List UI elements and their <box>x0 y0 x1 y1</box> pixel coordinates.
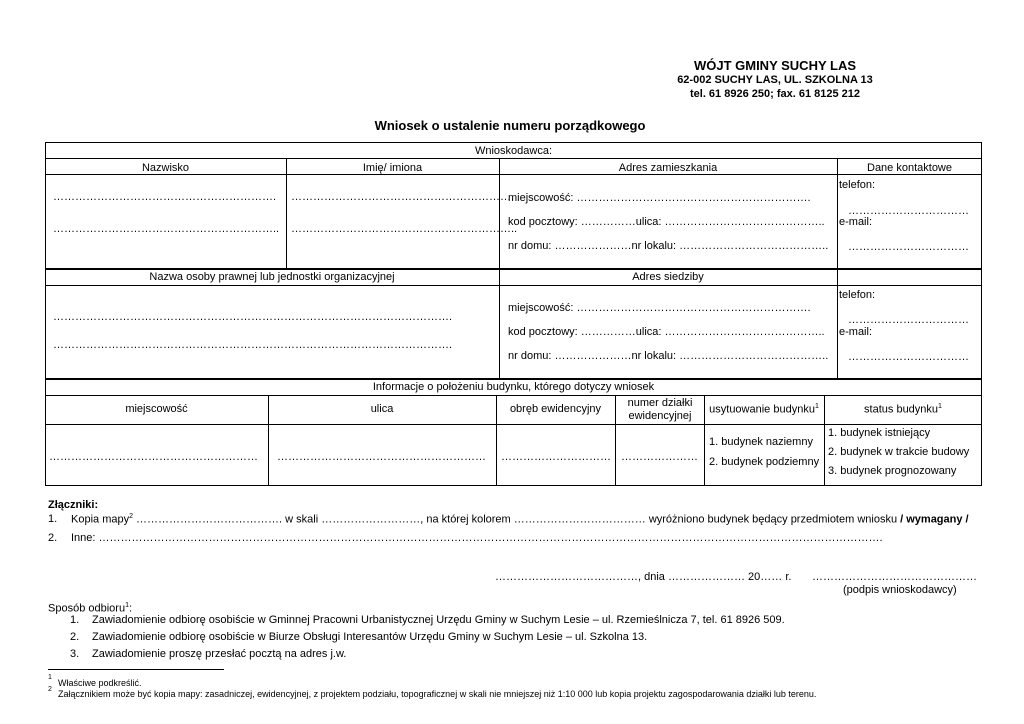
entity-email-label: e-mail: <box>839 326 873 338</box>
authority-phone: tel. 61 8926 250; fax. 61 8125 212 <box>689 88 861 100</box>
location-option-2[interactable]: 2. budynek podziemny <box>709 456 820 468</box>
page-title: Wniosek o ustalenie numeru porządkowego <box>374 118 646 133</box>
col-entity-name: Nazwa osoby prawnej lub jednostki organizacyjnej <box>149 271 395 283</box>
col-building-plot: numer działki ewidencyjnej <box>627 397 693 422</box>
attachment-2-num: 2. <box>48 532 58 544</box>
footnote-2-ref: 2 <box>48 686 52 693</box>
col-building-street: ulica <box>370 403 394 415</box>
phone-label: telefon: <box>839 179 876 191</box>
entity-name-field-2[interactable]: ………………………………………………………………………………………………. <box>53 339 453 351</box>
footnote-1: Właściwe podkreślić. <box>58 678 142 688</box>
entity-locality-field[interactable]: miejscowość: ………………………………………………………. <box>508 302 811 314</box>
status-option-1[interactable]: 1. budynek istniejący <box>828 427 931 439</box>
building-district-field[interactable]: ………………………… <box>501 451 611 463</box>
applicant-section-label: Wnioskodawca: <box>474 145 553 157</box>
col-names: Imię/ imiona <box>362 162 423 174</box>
col-building-location: usytuowanie budynku$^1$ <box>709 403 819 416</box>
col-contact: Dane kontaktowe <box>867 162 952 174</box>
entity-phone-field[interactable]: …………………………… <box>848 314 969 326</box>
col-surname: Nazwisko <box>141 162 190 174</box>
col-building-locality: miejscowość <box>125 403 188 415</box>
authority-address: 62-002 SUCHY LAS, UL. SZKOLNA 13 <box>677 74 873 86</box>
phone-field[interactable]: …………………………… <box>848 205 969 217</box>
pickup-option-2-num: 2. <box>70 631 80 643</box>
location-option-1[interactable]: 1. budynek naziemny <box>709 436 813 448</box>
pickup-option-3-num: 3. <box>70 648 80 660</box>
pickup-heading: Sposób odbioru$^1$: <box>48 602 133 615</box>
email-field[interactable]: …………………………… <box>848 241 969 253</box>
entity-phone-label: telefon: <box>839 289 876 301</box>
names-field-2[interactable]: …………………………………………………….. <box>291 223 518 235</box>
building-locality-field[interactable]: ………………………………………………… <box>49 451 258 463</box>
authority-name: WÓJT GMINY SUCHY LAS <box>693 58 857 73</box>
pickup-option-3[interactable]: Zawiadomienie proszę przesłać pocztą na adres j.w. <box>92 648 347 660</box>
building-street-field[interactable]: ………………………………………………… <box>277 451 486 463</box>
pickup-option-2[interactable]: Zawiadomienie odbiorę osobiście w Biurze Obsługi Interesantów Urzędu Gminy w Suchym Lesie – ul. Szkolna 13. <box>92 631 648 643</box>
surname-field-1[interactable]: ……………………………………………………. <box>53 191 277 203</box>
col-entity-address: Adres siedziby <box>632 271 704 283</box>
attachments-heading: Złączniki: <box>48 499 99 511</box>
footnote-divider <box>48 669 224 670</box>
col-building-status: status budynku$^1$ <box>864 403 942 416</box>
attachment-2[interactable]: Inne: ……………………………………………………………………………………………………………………………………………………………………………………………. <box>71 532 883 544</box>
email-label: e-mail: <box>839 216 873 228</box>
entity-name-field-1[interactable]: ………………………………………………………………………………………………. <box>53 311 453 323</box>
building-plot-field[interactable]: ………………… <box>621 451 698 463</box>
date-line[interactable]: …………………………………, dnia ………………… 20…… r. <box>495 571 792 583</box>
status-option-2[interactable]: 2. budynek w trakcie budowy <box>828 446 970 458</box>
col-building-district: obręb ewidencyjny <box>509 403 602 415</box>
footnote-1-ref: 1 <box>48 674 52 681</box>
signature-label: (podpis wnioskodawcy) <box>843 584 957 596</box>
entity-email-field[interactable]: …………………………… <box>848 351 969 363</box>
signature-field[interactable]: ……………………………………… <box>812 571 977 583</box>
footnote-2: Załącznikiem może być kopia mapy: zasadniczej, ewidencyjnej, z projektem podziału, topograficznej w skali nie mniejszej niż 1:10 000 lub kopia projektu zagospodarowania działki lub terenu. <box>58 689 817 699</box>
pickup-option-1[interactable]: Zawiadomienie odbiorę osobiście w Gminnej Pracowni Urbanistycznej Urzędu Gminy w Suchym Lesie – ul. Rzemieślnicza 7, tel. 61 8926 509. <box>92 614 785 626</box>
attachment-1-num: 1. <box>48 513 58 525</box>
attachment-1: Kopia mapy$^2$ …………………………………. w skali ………………………, na której kolorem ……………………………… wyróżniono budynek będący przedmiotem wniosku / wymagany / <box>71 513 969 526</box>
entity-postal-field[interactable]: kod pocztowy: ……………ulica: …………………………………….. <box>508 326 825 338</box>
entity-number-field[interactable]: nr domu: …………………nr lokalu: ………………………………….. <box>508 350 829 362</box>
building-section-label: Informacje o położeniu budynku, którego dotyczy wniosek <box>372 381 655 393</box>
address-number-field[interactable]: nr domu: …………………nr lokalu: ………………………………….. <box>508 240 829 252</box>
status-option-3[interactable]: 3. budynek prognozowany <box>828 465 957 477</box>
pickup-option-1-num: 1. <box>70 614 80 626</box>
names-field-1[interactable]: ……………………………………………………. <box>291 191 515 203</box>
address-locality-field[interactable]: miejscowość: ………………………………………………………. <box>508 192 811 204</box>
surname-field-2[interactable]: …………………………………………………….. <box>53 223 280 235</box>
col-address: Adres zamieszkania <box>618 162 718 174</box>
address-postal-field[interactable]: kod pocztowy: ……………ulica: …………………………………….. <box>508 216 825 228</box>
